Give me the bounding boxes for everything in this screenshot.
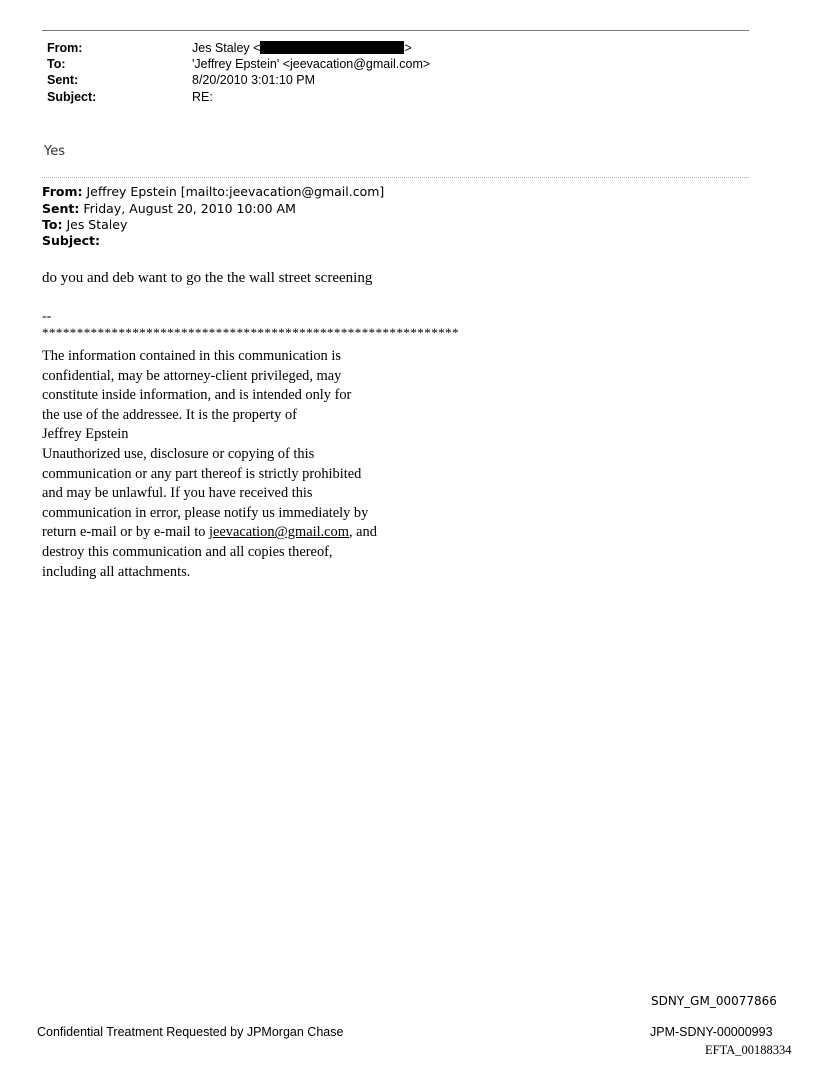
disclaimer-line: destroy this communication and all copies thereof, (42, 543, 333, 560)
email-link[interactable]: jeevacation@gmail.com (209, 524, 349, 541)
quoted-body: do you and deb want to go the the wall street screening (42, 270, 373, 286)
disclaimer-line: communication in error, please notify us immediately by (42, 504, 369, 521)
disclaimer-line: Unauthorized use, disclosure or copying of this (42, 445, 315, 462)
quoted-to-line (42, 217, 127, 233)
quoted-from-label: From: (42, 184, 83, 199)
disclaimer (42, 347, 422, 582)
disclaimer-line: confidential, may be attorney-client privileged, may (42, 367, 342, 384)
to-value: 'Jeffrey Epstein' <jeevacation@gmail.com> (192, 57, 431, 71)
confidential-notice: Confidential Treatment Requested by JPMorgan Chase (37, 1025, 344, 1039)
from-value (192, 40, 412, 56)
bates-efta: EFTA_00188334 (705, 1043, 792, 1057)
subject-label: Subject: (47, 90, 97, 104)
disclaimer-line: constitute inside information, and is intended only for (42, 387, 352, 404)
quoted-from-line (42, 184, 384, 200)
quoted-sent-label: Sent: (42, 201, 80, 216)
disclaimer-line: and may be unlawful. If you have received this (42, 485, 313, 502)
to-label: To: (47, 57, 66, 71)
disclaimer-link-line (42, 523, 422, 543)
quoted-from-value: Jeffrey Epstein [mailto:jeevacation@gmail.com] (86, 184, 385, 199)
quoted-sent-value: Friday, August 20, 2010 10:00 AM (83, 201, 296, 216)
quote-divider (42, 177, 749, 178)
reply-text: Yes (44, 144, 65, 159)
header-top-rule (42, 30, 749, 31)
quoted-subject-line (42, 233, 100, 249)
signature-stars: ************************************************************ (42, 325, 459, 340)
signature-dash: -- (42, 309, 52, 324)
link-suffix: , and (348, 524, 377, 541)
disclaimer-line: the use of the addressee. It is the property of (42, 406, 297, 423)
quoted-to-label: To: (42, 217, 63, 232)
from-name: Jes Staley < (192, 41, 261, 55)
disclaimer-line: The information contained in this communication is (42, 348, 341, 364)
bates-sdny: SDNY_GM_00077866 (651, 994, 777, 1008)
from-close-bracket: > (404, 41, 412, 55)
disclaimer-line: including all attachments. (42, 563, 191, 580)
disclaimer-line: Jeffrey Epstein (42, 426, 129, 443)
link-prefix: return e-mail or by e-mail to (42, 524, 210, 541)
sent-label: Sent: (47, 73, 79, 87)
disclaimer-line: communication or any part thereof is strictly prohibited (42, 465, 362, 482)
sent-value: 8/20/2010 3:01:10 PM (192, 73, 316, 87)
quoted-to-value: Jes Staley (66, 217, 128, 232)
quoted-subject-label: Subject: (42, 233, 100, 248)
from-label: From: (47, 41, 83, 55)
subject-value: RE: (192, 90, 213, 104)
redaction-box (260, 41, 404, 54)
bates-jpm: JPM-SDNY-00000993 (650, 1025, 773, 1039)
quoted-sent-line (42, 201, 296, 217)
